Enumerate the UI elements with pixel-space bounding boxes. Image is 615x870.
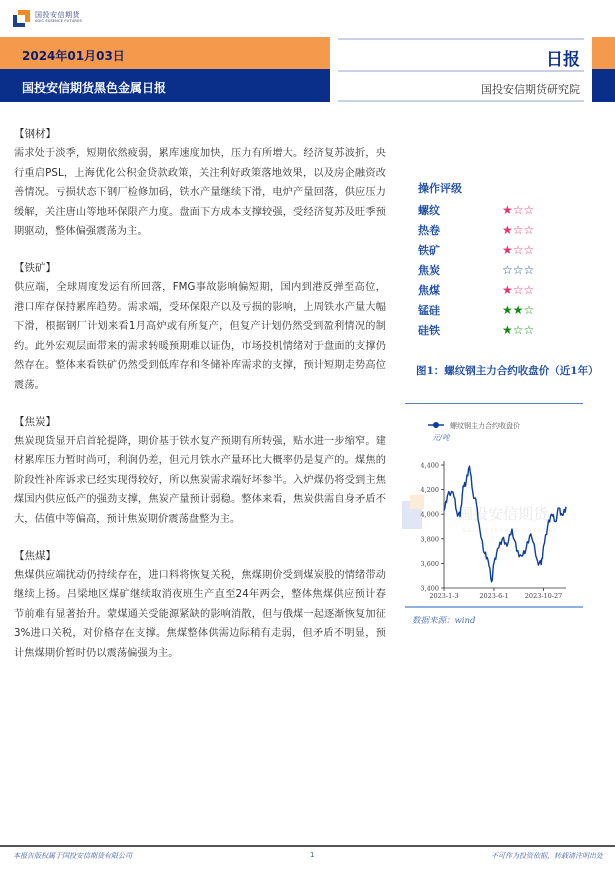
rating-row [418, 320, 598, 340]
company-logo-icon [13, 10, 30, 27]
footer-copyright: 本报告版权属于国投安信期货有限公司 [13, 852, 132, 860]
rating-row [418, 200, 598, 220]
svg-text:元/吨: 元/吨 [432, 433, 450, 442]
svg-text:SDIC ESSENCE FUTURES: SDIC ESSENCE FUTURES [463, 529, 559, 534]
rating-name: 铁矿 [418, 244, 440, 257]
svg-text:螺纹钢主力合约收盘价: 螺纹钢主力合约收盘价 [450, 422, 520, 430]
line-chart [400, 415, 590, 610]
rating-name: 硅铁 [418, 324, 440, 337]
section-body: 供应端，全球周度发运有所回落，FMG事故影响偏短期，国内到港反弹至高位，港口库存保持累库趋势。需求端，受环保限产以及亏损的影响，上周铁水产量大幅下滑，根据钢厂计划来看1月高炉或有所复产，但复产计划仍然受到盈利情况的制约。此外宏观层面带来的需求转暖预期难以证伪，市场投机情绪对于盘面的支撑仍然存在。整体来看铁矿仍然受到低库存和冬储补库需求的支撑，预计短期走势高位震荡。 [14, 281, 386, 391]
svg-text:3,800: 3,800 [420, 535, 439, 544]
star-rating-icon: ★☆☆ [502, 203, 535, 217]
figure-divider [405, 403, 583, 404]
report-type-box [330, 37, 592, 103]
rating-row [418, 280, 598, 300]
section-steel [14, 124, 386, 242]
star-rating-icon: ☆☆☆ [502, 263, 535, 277]
section-body: 焦炭现货显开启首轮提降，期价基于铁水复产预期有所转强，贴水进一步缩窄。建材累库压力暂时尚可，利润仍差，但元月铁水产量环比大概率仍是复产的。煤焦的阶段性补库诉求已经实现得较好，所以焦炭需求端好坏参半。入炉煤仍将受到主焦煤国内供应低产的强劲支撑，焦炭产量预计弱稳。整体来看，焦炭供需自身矛盾不大，估值中等偏高，预计焦炭期价震荡盘整为主。 [14, 435, 386, 525]
svg-text:2023-10-27: 2023-10-27 [524, 592, 563, 600]
institute-name: 国投安信期货研究院 [481, 83, 580, 96]
rating-row [418, 260, 598, 280]
rating-row [418, 240, 598, 260]
star-rating-icon: ★★☆ [502, 303, 535, 317]
section-body: 需求处于淡季，短期依然疲弱，累库速度加快，压力有所增大。经济复苏波折，央行重启PSL，上海优化公积金贷款政策，关注利好政策落地效果，以及房企融资改善情况。亏损状态下钢厂检修加码，铁水产量继续下滑，电炉产量回落，供应压力缓解，关注唐山等地环保限产力度。盘面下方成本支撑较强，受经济复苏及旺季预期驱动，整体偏强震荡为主。 [14, 148, 386, 238]
operation-ratings [418, 180, 598, 340]
figure-title: 图1：螺纹钢主力合约收盘价（近1年） [416, 365, 599, 377]
svg-text:2023-1-3: 2023-1-3 [429, 592, 459, 600]
section-title: 【铁矿】 [14, 261, 56, 274]
rebar-price-chart [400, 415, 590, 610]
footer-disclaimer: 不可作为投资依据，转载请注明出处 [491, 852, 603, 860]
rating-row [418, 300, 598, 320]
footer-divider [0, 845, 615, 847]
svg-text:4,000: 4,000 [420, 510, 439, 519]
section-coke [14, 412, 386, 530]
chart-legend [428, 421, 520, 442]
section-title: 【焦煤】 [14, 549, 56, 562]
report-date: 2024年01月03日 [22, 49, 125, 63]
star-rating-icon: ★☆☆ [502, 323, 535, 337]
report-name: 国投安信期货黑色金属日报 [22, 81, 167, 95]
svg-text:4,400: 4,400 [420, 461, 439, 470]
logo-en-text: SDIC ESSENCE FUTURES [35, 19, 82, 24]
rating-row [418, 220, 598, 240]
svg-text:国投安信期货: 国投安信期货 [458, 505, 549, 523]
svg-text:2023-6-1: 2023-6-1 [479, 592, 509, 600]
section-body: 焦煤供应端扰动仍持续存在，进口料将恢复关税，焦煤期价受到煤炭股的情绪带动继续上扬。吕梁地区煤矿继续取消夜班生产直至24年两会，整体焦煤供应预计春节前难有显著抬升。蒙煤通关受能源紧缺的影响消散，但与俄煤一起逐渐恢复加征3%进口关税，对价格存在支撑。焦煤整体供需边际稍有走弱，但矛盾不明显，预计焦煤期价暂时仍以震荡偏强为主。 [14, 569, 386, 659]
star-rating-icon: ★☆☆ [502, 243, 535, 257]
section-title: 【焦炭】 [14, 415, 56, 428]
star-rating-icon: ★☆☆ [502, 223, 535, 237]
logo-cn-text: 国投安信期货 [35, 11, 80, 20]
data-source: 数据来源：wind [412, 616, 476, 626]
ratings-title: 操作评级 [418, 182, 462, 195]
svg-text:4,200: 4,200 [420, 486, 439, 495]
rating-name: 焦炭 [418, 264, 440, 277]
section-title: 【钢材】 [14, 128, 56, 140]
svg-text:3,600: 3,600 [420, 559, 439, 568]
rating-name: 焦煤 [418, 284, 440, 297]
rating-name: 螺纹 [418, 204, 440, 217]
section-coking-coal [14, 546, 386, 664]
chart-bottom-divider [405, 606, 583, 608]
page-number: 1 [310, 851, 315, 859]
svg-text:3,400: 3,400 [420, 584, 439, 593]
section-iron-ore [14, 258, 386, 396]
company-logo [13, 8, 82, 28]
rating-name: 锰硅 [418, 304, 440, 317]
rating-name: 热卷 [418, 224, 440, 237]
report-type: 日报 [546, 50, 580, 70]
star-rating-icon: ★☆☆ [502, 283, 535, 297]
commentary-column [14, 124, 386, 679]
